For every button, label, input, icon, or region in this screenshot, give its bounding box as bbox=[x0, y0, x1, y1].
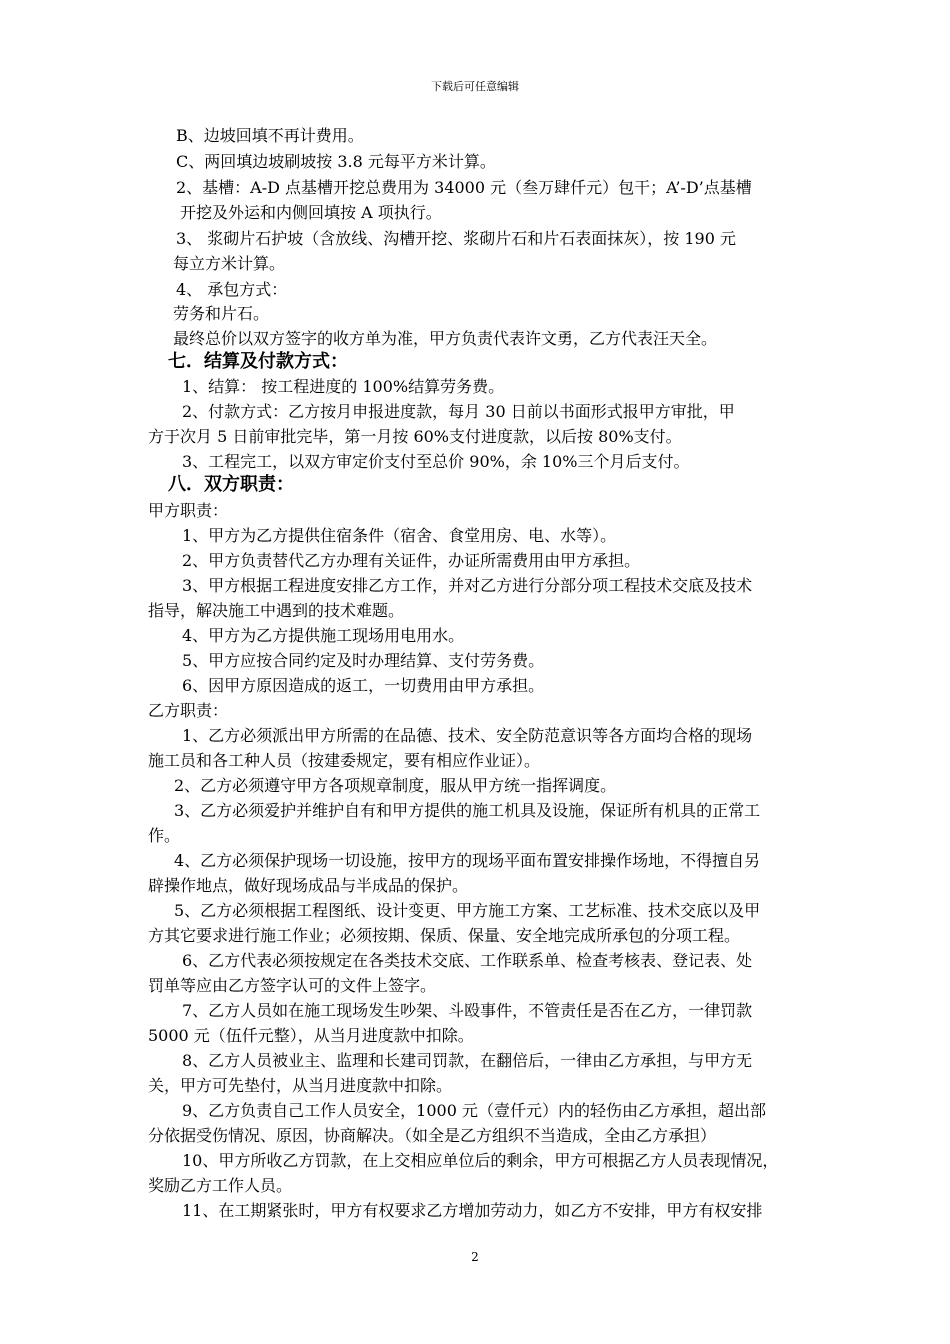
text-line: 7、乙方人员如在施工现场发生吵架、斗殴事件，不管责任是否在乙方，一律罚款 bbox=[182, 1001, 753, 1020]
text-line: 作。 bbox=[148, 826, 181, 845]
text-line: 最终总价以双方签字的收方单为准，甲方负责代表许文勇，乙方代表汪天全。 bbox=[173, 329, 718, 348]
text-line: 3、工程完工，以双方审定价支付至总价 90%，余 10%三个月后支付。 bbox=[182, 452, 690, 471]
text-line: 3、 浆砌片石护坡（含放线、沟槽开挖、浆砌片石和片石表面抹灰），按 190 元 bbox=[176, 229, 736, 248]
text-line: B、边坡回填不再计费用。 bbox=[176, 126, 364, 145]
text-line: 施工员和各工种人员（按建委规定，要有相应作业证）。 bbox=[148, 751, 541, 770]
text-line: 6、因甲方原因造成的返工，一切费用由甲方承担。 bbox=[182, 676, 545, 695]
text-line: 4、乙方必须保护现场一切设施，按甲方的现场平面布置安排操作场地，不得擅自另 bbox=[174, 851, 761, 870]
page-number: 2 bbox=[471, 1250, 479, 1264]
text-line: 5、甲方应按合同约定及时办理结算、支付劳务费。 bbox=[182, 651, 545, 670]
text-line: 4、甲方为乙方提供施工现场用电用水。 bbox=[182, 626, 465, 645]
text-line: 开挖及外运和内侧回填按 A 项执行。 bbox=[180, 203, 442, 222]
text-line: 5、乙方必须根据工程图纸、设计变更、甲方施工方案、工艺标准、技术交底以及甲 bbox=[174, 901, 761, 920]
text-line: 2、甲方负责替代乙方办理有关证件，办证所需费用由甲方承担。 bbox=[182, 551, 641, 570]
text-line: C、两回填边坡刷坡按 3.8 元每平方米计算。 bbox=[176, 152, 496, 171]
page-header: 下载后可任意编辑 bbox=[431, 80, 519, 93]
text-line: 3、乙方必须爱护并维护自有和甲方提供的施工机具及设施，保证所有机具的正常工 bbox=[174, 801, 761, 820]
text-line: 1、乙方必须派出甲方所需的在品德、技术、安全防范意识等各方面均合格的现场 bbox=[182, 726, 753, 745]
text-line: 2、付款方式：乙方按月申报进度款，每月 30 日前以书面形式报甲方审批，甲 bbox=[182, 402, 735, 421]
text-line: 6、乙方代表必须按规定在各类技术交底、工作联系单、检查考核表、登记表、处 bbox=[182, 951, 753, 970]
text-line: 9、乙方负责自己工作人员安全，1000 元（壹仟元）内的轻伤由乙方承担，超出部 bbox=[182, 1101, 766, 1120]
text-line: 3、甲方根据工程进度安排乙方工作，并对乙方进行分部分项工程技术交底及技术 bbox=[182, 576, 753, 595]
text-line: 2、乙方必须遵守甲方各项规章制度，服从甲方统一指挥调度。 bbox=[174, 776, 617, 795]
text-line: 11、在工期紧张时，甲方有权要求乙方增加劳动力，如乙方不安排，甲方有权安排 bbox=[182, 1201, 763, 1220]
text-line: 5000 元（伍仟元整），从当月进度款中扣除。 bbox=[148, 1026, 474, 1045]
text-line: 每立方米计算。 bbox=[173, 254, 286, 273]
section-heading: 八．双方职责： bbox=[168, 474, 294, 495]
text-line: 甲方职责： bbox=[148, 501, 229, 520]
text-line: 方其它要求进行施工作业；必须按期、保质、保量、安全地完成所承包的分项工程。 bbox=[148, 926, 741, 945]
text-line: 方于次月 5 日前审批完毕，第一月按 60%支付进度款，以后按 80%支付。 bbox=[148, 427, 682, 446]
text-line: 10、甲方所收乙方罚款，在上交相应单位后的剩余，甲方可根据乙方人员表现情况， bbox=[182, 1151, 779, 1170]
text-line: 1、甲方为乙方提供住宿条件（宿舍、食堂用房、电、水等）。 bbox=[182, 526, 617, 545]
text-line: 乙方职责： bbox=[148, 701, 229, 720]
text-line: 辟操作地点，做好现场成品与半成品的保护。 bbox=[148, 876, 469, 895]
text-line: 劳务和片石。 bbox=[173, 304, 270, 323]
text-line: 奖励乙方工作人员。 bbox=[148, 1176, 293, 1195]
text-line: 2、基槽：A-D 点基槽开挖总费用为 34000 元（叁万肆仟元）包干；A’-D’点基槽 bbox=[176, 178, 752, 197]
text-line: 8、乙方人员被业主、监理和长建司罚款，在翻倍后，一律由乙方承担，与甲方无 bbox=[182, 1051, 753, 1070]
text-line: 罚单等应由乙方签字认可的文件上签字。 bbox=[148, 976, 437, 995]
text-line: 指导，解决施工中遇到的技术难题。 bbox=[148, 601, 405, 620]
text-line: 1、结算： 按工程进度的 100%结算劳务费。 bbox=[182, 377, 505, 396]
section-heading: 七．结算及付款方式： bbox=[168, 351, 348, 372]
text-line: 分依据受伤情况、原因，协商解决。（如全是乙方组织不当造成，全由乙方承担） bbox=[148, 1126, 717, 1145]
text-line: 4、 承包方式： bbox=[176, 280, 288, 299]
text-line: 关，甲方可先垫付，从当月进度款中扣除。 bbox=[148, 1076, 453, 1095]
